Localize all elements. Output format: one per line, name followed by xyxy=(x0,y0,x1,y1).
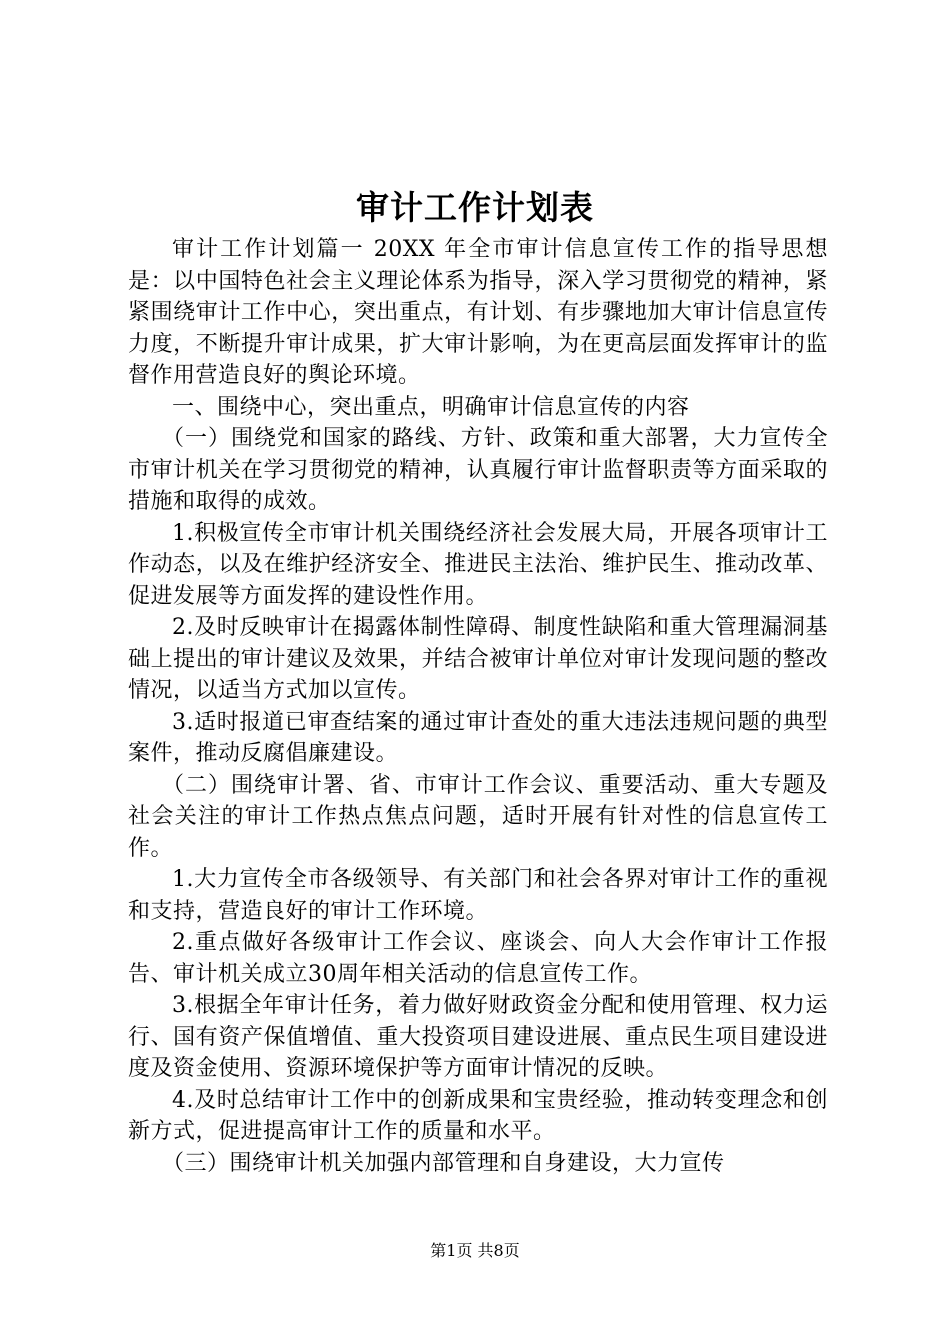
paragraph-item: 2.及时反映审计在揭露体制性障碍、制度性缺陷和重大管理漏洞基础上提出的审计建议及效果，并结合被审计单位对审计发现问题的整改情况，以适当方式加以宣传。 xyxy=(128,615,828,703)
document-body xyxy=(128,234,828,1179)
paragraph-subsection-1: （一）围绕党和国家的路线、方针、政策和重大部署，大力宣传全市审计机关在学习贯彻党的精神，认真履行审计监督职责等方面采取的措施和取得的成效。 xyxy=(128,426,828,514)
paragraph-item: 2.重点做好各级审计工作会议、座谈会、向人大会作审计工作报告、审计机关成立30周年相关活动的信息宣传工作。 xyxy=(128,930,828,987)
paragraph-intro: 审计工作计划篇一 20XX 年全市审计信息宣传工作的指导思想是：以中国特色社会主义理论体系为指导，深入学习贯彻党的精神，紧紧围绕审计工作中心，突出重点，有计划、有步骤地加大审计信息宣传力度，不断提升审计成果，扩大审计影响，为在更高层面发挥审计的监督作用营造良好的舆论环境。 xyxy=(128,237,828,388)
paragraph-item: 3.适时报道已审查结案的通过审计查处的重大违法违规问题的典型案件，推动反腐倡廉建设。 xyxy=(128,709,828,766)
document-title: 审计工作计划表 xyxy=(356,188,594,227)
paragraph-item: 3.根据全年审计任务，着力做好财政资金分配和使用管理、权力运行、国有资产保值增值、重大投资项目建设进展、重点民生项目建设进度及资金使用、资源环境保护等方面审计情况的反映。 xyxy=(128,993,828,1081)
paragraph-item: 4.及时总结审计工作中的创新成果和宝贵经验，推动转变理念和创新方式，促进提高审计工作的质量和水平。 xyxy=(128,1087,828,1144)
paragraph-subsection-2: （二）围绕审计署、省、市审计工作会议、重要活动、重大专题及社会关注的审计工作热点焦点问题，适时开展有针对性的信息宣传工作。 xyxy=(128,772,828,861)
paragraph-item: 1.大力宣传全市各级领导、有关部门和社会各界对审计工作的重视和支持，营造良好的审计工作环境。 xyxy=(128,867,828,924)
paragraph-section-1-heading: 一、围绕中心，突出重点，明确审计信息宣传的内容 xyxy=(172,394,690,420)
paragraph-subsection-3: （三）围绕审计机关加强内部管理和自身建设，大力宣传 xyxy=(162,1150,725,1176)
paragraph-item: 1.积极宣传全市审计机关围绕经济社会发展大局，开展各项审计工作动态，以及在维护经济安全、推进民主法治、维护民生、推动改革、促进发展等方面发挥的建设性作用。 xyxy=(128,520,828,609)
page-number-footer: 第1页 共8页 xyxy=(430,1241,520,1260)
